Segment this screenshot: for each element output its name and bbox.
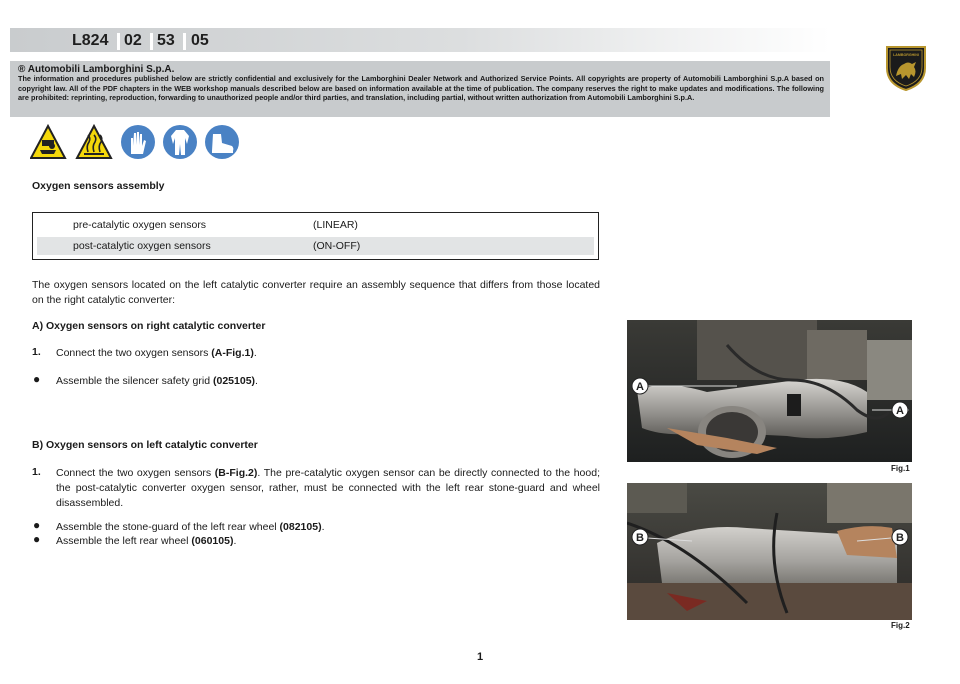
bullet-text: Assemble the stone-guard of the left rear wheel (082105).: [56, 521, 325, 533]
code-separator: [150, 33, 153, 50]
bullet-icon: ●: [33, 532, 41, 546]
subgroup-code: 53: [157, 32, 175, 49]
bullet-text: Assemble the left rear wheel (060105).: [56, 535, 237, 547]
step-number: 1.: [32, 466, 41, 478]
bullet-icon: ●: [33, 518, 41, 532]
logo-text: LAMBORGHINI: [893, 53, 919, 57]
intro-paragraph: The oxygen sensors located on the left catalytic converter require an assembly sequence that differs from those located on the right catalytic converter:: [32, 279, 600, 306]
overalls-icon: [163, 125, 197, 159]
step-text: Connect the two oxygen sensors (A-Fig.1).: [56, 347, 257, 359]
section-b-heading: B) Oxygen sensors on left catalytic converter: [32, 439, 258, 451]
sensor-type: (LINEAR): [313, 219, 358, 231]
group-code: 02: [124, 32, 142, 49]
safety-icons: [30, 124, 240, 160]
step-number: 1.: [32, 346, 41, 358]
lamborghini-logo: [884, 44, 928, 92]
callout-b: B: [636, 532, 644, 544]
safety-shoes-icon: [205, 125, 239, 159]
table-row: [37, 216, 594, 234]
sensor-name: pre-catalytic oxygen sensors: [73, 219, 207, 231]
bullet-text: Assemble the silencer safety grid (025105).: [56, 375, 258, 387]
section-a-heading: A) Oxygen sensors on right catalytic converter: [32, 320, 266, 332]
hot-surface-warning-icon: [77, 126, 111, 158]
hand-crush-warning-icon: [31, 126, 65, 158]
sensor-table: [32, 212, 599, 260]
code-separator: [183, 33, 186, 50]
sensor-name: post-catalytic oxygen sensors: [73, 240, 211, 252]
procedure-code: 05: [191, 32, 209, 49]
figure-2-label: Fig.2: [891, 621, 910, 630]
sensor-type: (ON-OFF): [313, 240, 361, 252]
page-number: 1: [476, 651, 484, 663]
table-row: [37, 237, 594, 255]
gloves-icon: [121, 125, 155, 159]
section-title: Oxygen sensors assembly: [32, 180, 165, 192]
callout-a: A: [636, 381, 644, 393]
bullet-icon: ●: [33, 372, 41, 386]
figure-1-photo: [627, 320, 912, 462]
callout-b: B: [896, 532, 904, 544]
figure-2-photo: [627, 483, 912, 620]
callout-a: A: [896, 405, 904, 417]
manual-code: L824: [72, 32, 109, 49]
step-text: Connect the two oxygen sensors (B-Fig.2). The pre-catalytic oxygen sensor can be directly connected to the hood; the post-catalytic converter oxygen sensor, rather, must be connected with the left rear stone-guard and wheel disassembled.: [56, 467, 600, 509]
legal-title: ® Automobili Lamborghini S.p.A.: [18, 64, 175, 75]
figure-1-label: Fig.1: [891, 464, 910, 473]
legal-text: The information and procedures published below are strictly confidential and exclusively for the Lamborghini Dealer Network and Authorized Service Points. All copyrights are property of Automobili Lamborghini S.p.A based on copyright law. All of the PDF chapters in the WEB workshop manuals described below are based on information available at the time of publication. The company reserves the right to make updates and modifications. The following are prohibited: reprinting, reproduction, forwarding to unauthorized people and/or third parties, and translation, including partial, without written authorization from Automobili Lamborghini S.p.A.: [18, 74, 824, 103]
code-separator: [117, 33, 120, 50]
